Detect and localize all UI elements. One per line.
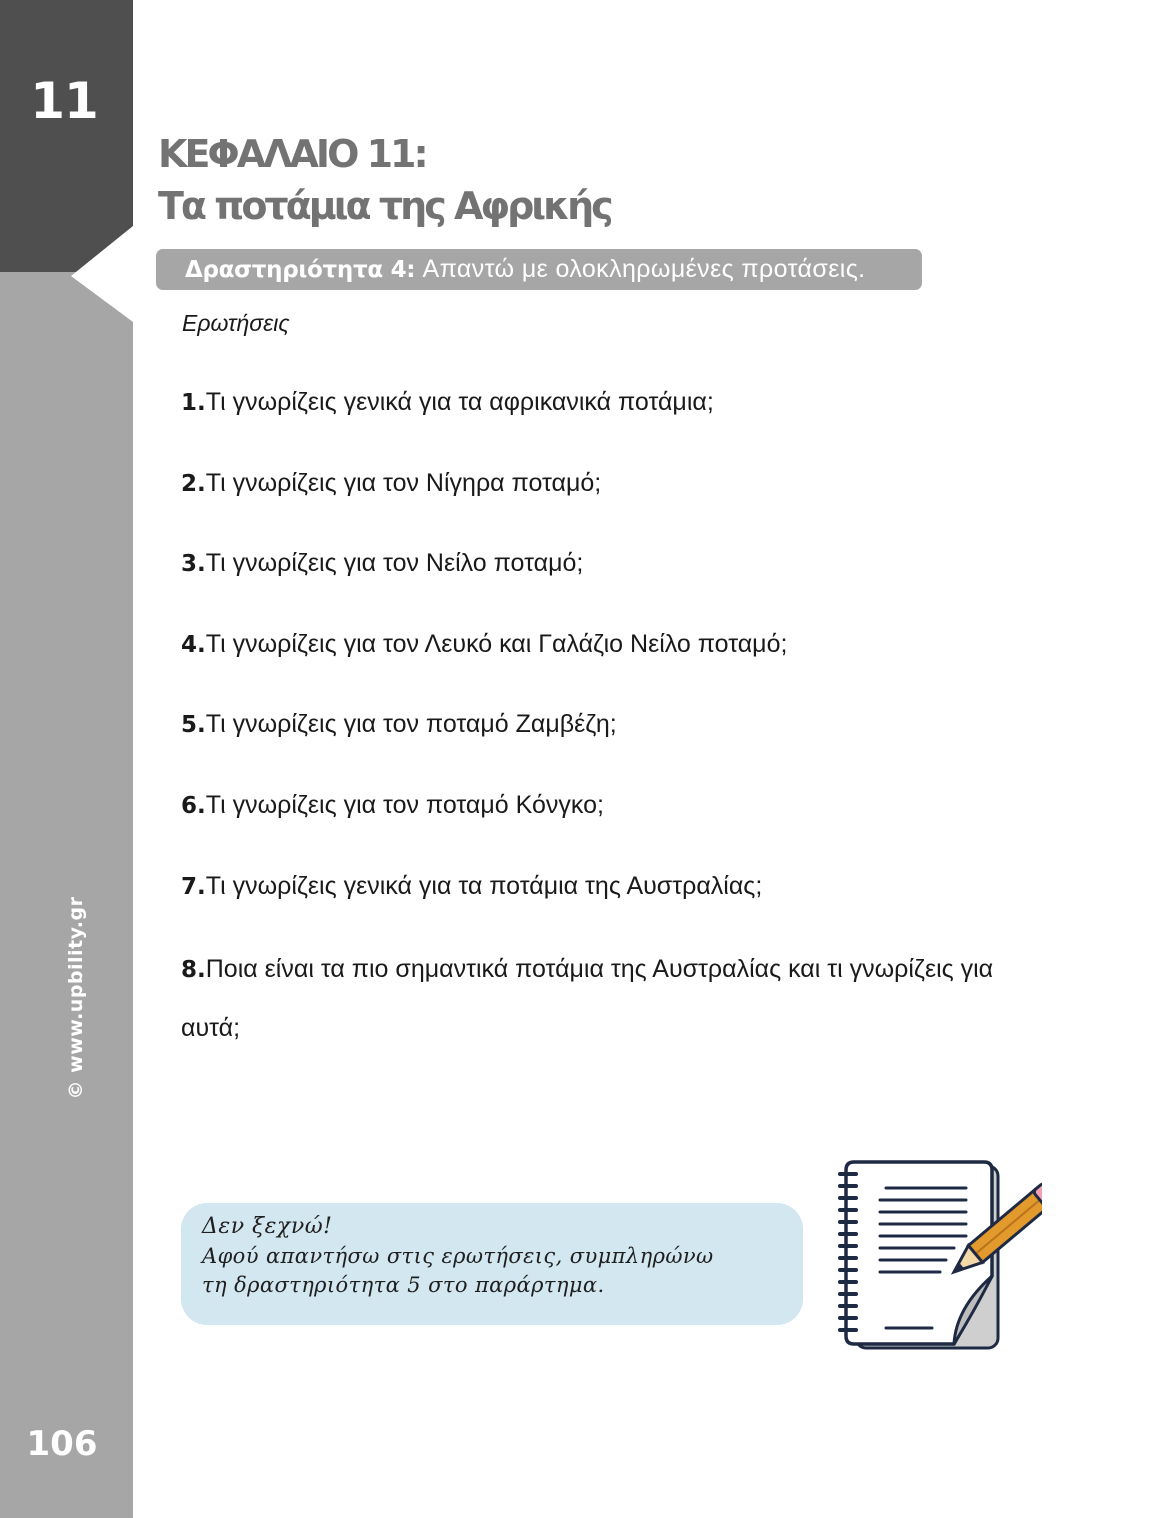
question-number: 5. [181, 712, 206, 738]
question-item [181, 940, 1041, 1057]
question-item [181, 469, 601, 498]
sidebar [0, 0, 133, 1518]
chapter-number: 11 [30, 72, 98, 130]
sidebar-notch [71, 226, 133, 322]
question-item [181, 710, 617, 739]
question-number: 8. [181, 957, 206, 983]
chapter-title-line2: Τα ποτάμια της Αφρικής [158, 184, 611, 228]
question-item [181, 872, 762, 901]
question-item [181, 630, 787, 659]
question-item [181, 549, 583, 578]
question-item [181, 791, 604, 820]
question-text: Τι γνωρίζεις για τον Νίγηρα ποταμό; [205, 469, 602, 497]
question-text: Τι γνωρίζεις γενικά για τα ποτάμια της Αυστραλίας; [205, 872, 763, 900]
question-number: 2. [181, 471, 206, 497]
question-number: 7. [181, 874, 206, 900]
question-item [181, 388, 714, 417]
question-number: 1. [181, 390, 206, 416]
notebook-pencil-icon [836, 1158, 1042, 1354]
chapter-title-line1: ΚΕΦΑΛΑΙΟ 11: [158, 132, 426, 176]
question-text: Τι γνωρίζεις για τον Νείλο ποταμό; [205, 549, 584, 577]
page-number: 106 [26, 1424, 98, 1464]
question-text: Τι γνωρίζεις για τον ποταμό Ζαμβέζη; [205, 710, 617, 738]
chapter-title [158, 128, 611, 232]
reminder-line1: Αφού απαντήσω στις ερωτήσεις, συμπληρώνω [202, 1244, 714, 1268]
website-watermark: © www.upbility.gr [65, 896, 87, 1100]
reminder-line2: τη δραστηριότητα 5 στο παράρτημα. [202, 1273, 605, 1297]
question-text: Τι γνωρίζεις γενικά για τα αφρικανικά ποτάμια; [205, 388, 714, 416]
activity-banner [156, 249, 922, 290]
reminder-title: Δεν ξεχνώ! [202, 1214, 333, 1239]
activity-description: Απαντώ με ολοκληρωμένες προτάσεις. [422, 255, 866, 283]
question-text: Τι γνωρίζεις για τον ποταμό Κόνγκο; [205, 791, 604, 819]
activity-label: Δραστηριότητα 4: [185, 257, 416, 283]
question-text: Ποια είναι τα πιο σημαντικά ποτάμια της Αυστραλίας και τι γνωρίζεις για αυτά; [181, 955, 994, 1042]
reminder-box [181, 1203, 803, 1325]
questions-heading: Ερωτήσεις [182, 310, 290, 336]
question-number: 6. [181, 793, 206, 819]
question-number: 3. [181, 551, 206, 577]
question-text: Τι γνωρίζεις για τον Λευκό και Γαλάζιο Νείλο ποταμό; [205, 630, 788, 658]
question-number: 4. [181, 632, 206, 658]
